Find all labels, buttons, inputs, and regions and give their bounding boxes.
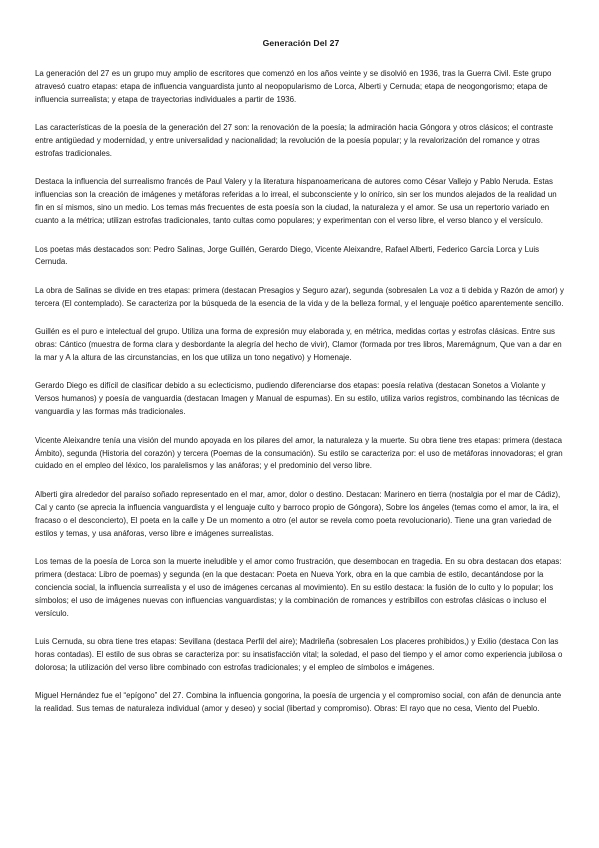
paragraph-surrealism-influence: Destaca la influencia del surrealismo francés de Paul Valery y la literatura hispanoamericana de autores como César Vallejo y Pablo Neruda. Estas influencias son la creación de imágenes y metáforas referidas a lo irreal, el subconsciente y lo onírico, sin ser los mundos alejados de la realidad un fin en sí mismos, sino un medio. Los temas más frecuentes de esta poesía son la ciudad, la naturaleza y el amor. Se usa un repertorio variado en cuanto a la métrica; utilizan estrofas tradicionales, tanto cultas como populares; y experimentan con el verso libre, el verso blanco y el versículo. — [35, 177, 557, 226]
paragraph-intro: La generación del 27 es un grupo muy amplio de escritores que comenzó en los años veinte y se disolvió en 1936, tras la Guerra Civil. Este grupo atravesó cuatro etapas: etapa de influencia vanguardista junto al neopopularismo de Lorca, Alberti y Cernuda; etapa de neogongorismo; etapa de influencia surrealista; y etapa de trayectorias individuales a partir de 1936. — [35, 69, 552, 104]
document-title: Generación Del 27 — [262, 38, 340, 48]
paragraph-characteristics: Las características de la poesía de la generación del 27 son: la renovación de la poesía; la admiración hacia Góngora y otros clásicos; el contraste entre antigüedad y modernidad, y entre universalidad y nacionalidad; la revolución de la poesía popular; y la revalorización del romance y otras estrofas tradicionales. — [35, 123, 553, 159]
paragraph-lorca: Los temas de la poesía de Lorca son la muerte ineludible y el amor como frustración, que desembocan en tragedia. En su obra destacan dos etapas: primera (destaca: Libro de poemas) y segunda (en la que destacan: Poeta en Nueva York, obra en la que cambia de estilo, decantándose por la conciencia social, la influencia surrealista y el uso de imágenes cercanas al movimiento). En su estilo destaca: la fusión de lo culto y lo popular; los símbolos; el uso de imágenes nuevas con influencias vanguardistas; y la combinación de romances y estribillos con estrofas clásicas o incluso el versículo. — [35, 556, 562, 618]
paragraph-alberti: Alberti gira alrededor del paraíso soñado representado en el mar, amor, dolor o destino. Destacan: Marinero en tierra (nostalgia por el mar de Cádiz), Cal y canto (se aprecia la influencia vanguardista y el lenguaje culto y barroco propio de Góngora), Sobre los ángeles (temas como el amor, la ira, el fracaso o el desconcierto), El poeta en la calle y De un momento a otro (el autor se revela como poeta revolucionario). Tiene una gran variedad de estilos y temas, y usa anáforas, verso libre e imágenes surrealistas. — [35, 489, 561, 538]
paragraph-cernuda: Luis Cernuda, su obra tiene tres etapas: Sevillana (destaca Perfil del aire); Madrileña (sobresalen Los placeres prohibidos,) y Exilio (destaca Con las horas contadas). El estilo de sus obras se caracteriza por: su insatisfacción vital; la soledad, el paso del tiempo y el amor como experiencia jubilosa o dolorosa; la utilización del verso libre combinado con estrofas tradicionales; y el empleo de símbolos e imágenes. — [35, 637, 563, 672]
paragraph-salinas: La obra de Salinas se divide en tres etapas: primera (destacan Presagios y Seguro azar), segunda (sobresalen La voz a ti debida y Razón de amor) y tercera (El contemplado). Se caracteriza por la búsqueda de la esencia de la vida y de la belleza formal, y el lenguaje poético aparentemente sencillo. — [35, 285, 564, 308]
paragraph-gerardo-diego: Gerardo Diego es difícil de clasificar debido a su eclecticismo, pudiendo diferenciarse dos etapas: poesía relativa (destacan Sonetos a Violante y Versos humanos) y poesía de vanguardia (destacan Imagen y Manual de espumas). En su estilo, utiliza varios registros, combinando las técnicas de vanguardia y las formas más tradicionales. — [35, 381, 560, 417]
paragraph-aleixandre: Vicente Aleixandre tenía una visión del mundo apoyada en los pilares del amor, la naturaleza y la muerte. Su obra tiene tres etapas: primera (destaca Ámbito), segunda (Historia del corazón) y tercera (Poemas de la consumación). Su estilo se caracteriza por: el uso de metáforas innovadoras; el gran cuidado en el empleo del léxico, los paralelismos y las anáforas; y el predominio del verso libre. — [35, 435, 563, 471]
paragraph-hernandez: Miguel Hernández fue el “epígono” del 27. Combina la influencia gongorina, la poesía de urgencia y el compromiso social, con afán de denuncia ante la realidad. Sus temas de naturaleza individual (amor y deseo) y social (libertad y compromiso). Obras: El rayo que no cesa, Viento del Pueblo. — [35, 691, 562, 714]
paragraph-guillen: Guillén es el puro e intelectual del grupo. Utiliza una forma de expresión muy elaborada y, en métrica, medidas cortas y estrofas clásicas. Entre sus obras: Cántico (muestra de forma clara y desbordante la alegría del hecho de vivir), Clamor (formada por tres libros, Maremágnum, Que van a dar en la mar y A la altura de las circunstancias, en los que utiliza un tono negativo) y Homenaje. — [35, 327, 562, 362]
paragraph-poets: Los poetas más destacados son: Pedro Salinas, Jorge Guillén, Gerardo Diego, Vicente Aleixandre, Rafael Alberti, Federico García Lorca y Luis Cernuda. — [35, 244, 540, 267]
